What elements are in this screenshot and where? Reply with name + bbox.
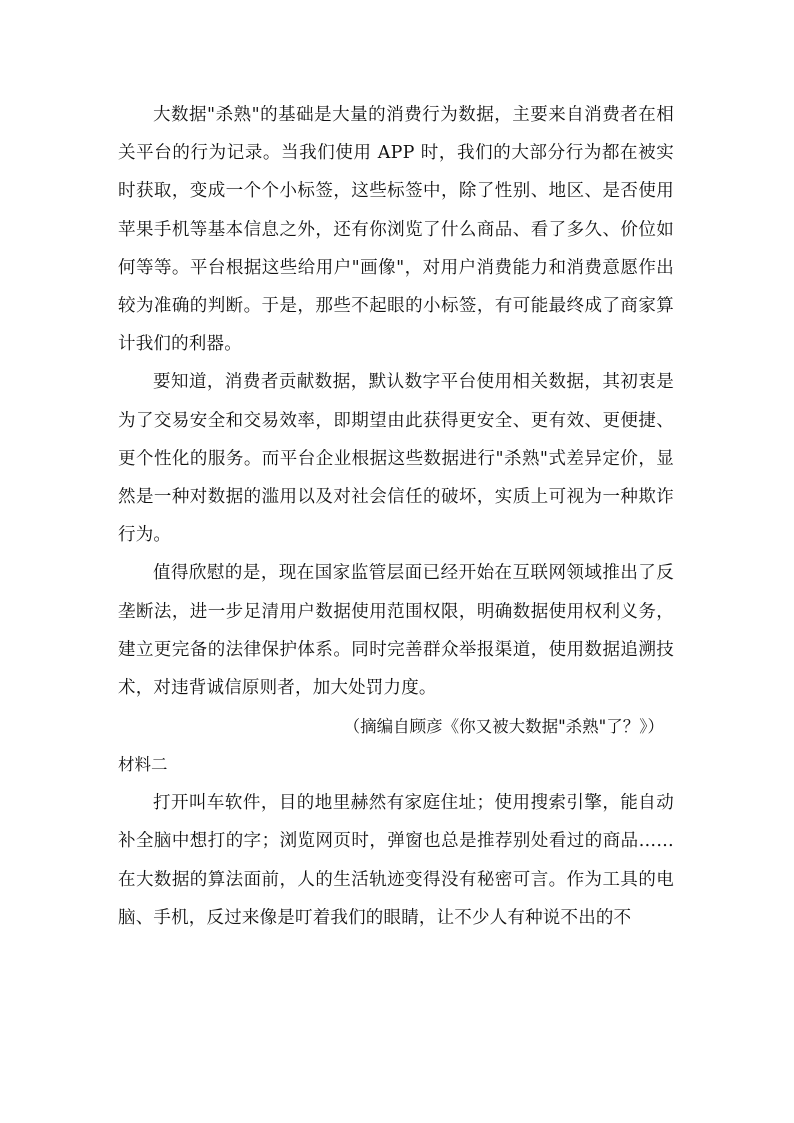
paragraph-1: 大数据"杀熟"的基础是大量的消费行为数据，主要来自消费者在相关平台的行为记录。当我们使用 APP 时，我们的大部分行为都在被实时获取，变成一个个小标签，这些标签中，除了性别、地区、是否使用苹果手机等基本信息之外，还有你浏览了什么商品、看了多久、价位如何等等。平台根据这些给用户"画像"，对用户消费能力和消费意愿作出较为准确的判断。于是，那些不起眼的小标签，有可能最终成了商家算计我们的利器。	[118, 105, 674, 355]
paragraph-4: 打开叫车软件，目的地里赫然有家庭住址；使用搜索引擎，能自动补全脑中想打的字；浏览网页时，弹窗也总是推荐别处看过的商品……在大数据的算法面前，人的生活轨迹变得没有秘密可言。作为工具的电脑、手机，反过来像是叮着我们的眼睛，让不少人有种说不出的不	[118, 793, 674, 928]
paragraph-2: 要知道，消费者贡献数据，默认数字平台使用相关数据，其初衷是为了交易安全和交易效率，即期望由此获得更安全、更有效、更便捷、更个性化的服务。而平台企业根据这些数据进行"杀熟"式差异定价，显然是一种对数据的滥用以及对社会信任的破坏，实质上可视为一种欺诈行为。	[118, 372, 674, 546]
document-page	[118, 96, 674, 937]
section-heading-material-two: 材料二	[118, 755, 168, 775]
source-citation: （摘编自顾彦《你又被大数据"杀熟"了？》）	[343, 717, 664, 737]
paragraph-3: 值得欣慰的是，现在国家监管层面已经开始在互联网领域推出了反垄断法，进一步足清用户数据使用范围权限，明确数据使用权利义务，建立更完备的法律保护体系。同时完善群众举报渠道，使用数据追溯技术，对违背诚信原则者，加大处罚力度。	[118, 563, 674, 699]
